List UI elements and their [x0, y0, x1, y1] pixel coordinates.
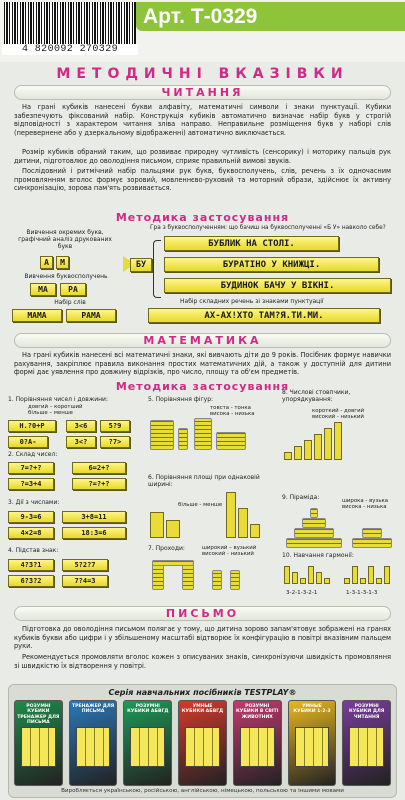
product-cube-image	[295, 727, 330, 767]
product-name: УМНЫЕ КУБИКИ АБВГД	[181, 704, 224, 715]
passage-top	[152, 560, 194, 566]
number-column	[284, 452, 292, 460]
pyramid-level	[362, 528, 382, 538]
math-item-7-label: 7. Проходи:	[148, 545, 185, 552]
pyramid-level	[302, 518, 326, 528]
number-column	[304, 440, 312, 460]
ex2-cube-2: 6=2+?	[72, 462, 126, 474]
reading-method-title: Методика застосування	[115, 211, 290, 224]
harmony-bar	[300, 578, 306, 584]
figure-thick	[150, 420, 174, 450]
number-column	[294, 446, 302, 460]
product-row	[14, 700, 391, 786]
math-item-5-hint1: товста - тонка	[210, 405, 251, 411]
ex2-cube-3: ?=3+4	[8, 478, 54, 490]
math-item-1-hint2: більше – менше	[28, 410, 73, 416]
writing-paragraph-2: Рекомендується промовляти вголос кожен з описуваних знаків, синхронізуючи швидкість промовляння зі швидкістю їх відтворення у повітрі.	[14, 653, 391, 670]
ex3-cube-4: 18:3=6	[62, 527, 126, 539]
math-item-4-label: 4. Підстав знак:	[8, 547, 59, 554]
cube-word-mama: МАМА	[12, 309, 62, 322]
area-bar	[250, 524, 260, 538]
product-cube-image	[21, 727, 56, 767]
product-name: РОЗУМНІ КУБИКИ В СВІТІ ЖИВОТНИХ	[236, 704, 279, 720]
product-box	[69, 700, 118, 786]
product-box	[288, 700, 337, 786]
product-name: ТРЕНАЖЕР ДЛЯ ПИСЬМА	[71, 704, 115, 715]
ex1-cube-1: Н.?0+Р	[8, 420, 56, 432]
math-item-10-hint2: 1-3-1-3-1-3	[346, 590, 378, 596]
writing-title-text: ПИСЬМО	[165, 607, 240, 620]
reading-paragraph-3: Послідовний і ритмічний набір пальцями рук букв, буквосполучень, слів, речень з їх одночасним промовлянням вголос формує зоровий, мовленнєво-руховий та моторний образи, здійснює їх активну синхронізацію, зорова пам'ять розвивається.	[14, 167, 391, 193]
product-cube-image	[240, 727, 275, 767]
product-box	[14, 700, 63, 786]
math-item-6-hint1: більше - менше	[178, 502, 223, 508]
math-item-10-label: 10. Навчання гармонії:	[282, 552, 354, 559]
passage-right2	[230, 570, 240, 590]
harmony-bars-1	[284, 566, 330, 584]
barcode	[4, 2, 136, 46]
product-box	[178, 700, 227, 786]
area-bars-small	[150, 512, 180, 538]
pyramid-level	[352, 538, 392, 548]
math-item-5-label: 5. Порівняння фігур:	[148, 396, 214, 403]
pyramid-small	[352, 520, 392, 548]
product-cube-image	[130, 727, 165, 767]
phrase-2: БУРАТІНО У КНИЖЦІ.	[164, 257, 379, 272]
pyramid-level	[294, 528, 334, 538]
barcode-digits: 4 820092 270329	[2, 44, 138, 55]
area-bars	[226, 492, 260, 538]
number-column	[314, 434, 322, 460]
label-syllables: Вивчення буквосполучень	[24, 273, 108, 280]
series-footer: Виробляється українською, російською, англійською, німецькою, польською та іншими мовами	[61, 788, 344, 794]
harmony-bar	[324, 578, 330, 584]
cube-syllable-ma: МА	[30, 283, 56, 296]
number-column	[324, 428, 332, 460]
ex4-cube-4: 7?4=3	[62, 575, 108, 587]
cube-bu: БУ	[130, 258, 152, 272]
math-item-8-label: 8. Числові стовпчики, упорядкування:	[282, 389, 351, 403]
harmony-bar	[308, 566, 314, 584]
product-box	[233, 700, 282, 786]
passage-right	[212, 570, 222, 590]
area-bar	[150, 512, 164, 538]
label-punctuation: Набір складних речень зі знаками пунктуації	[180, 298, 324, 305]
section-math-title	[14, 333, 391, 348]
math-item-5-hint2: висока - низька	[210, 411, 255, 417]
ex1-cube-6: ?7>	[100, 436, 130, 448]
section-writing-title	[14, 606, 391, 621]
ex2-cube-4: ?=?+?	[72, 478, 126, 490]
ex2-cube-1: 7=?+?	[8, 462, 54, 474]
math-title-text: МАТЕМАТИКА	[143, 334, 262, 347]
harmony-bar	[344, 578, 350, 584]
reading-question: Гра з буквосполученням: що бачиш на буквосполученні «Б У» навколо себе?	[150, 225, 386, 231]
math-item-8-hint1: короткий - довгий	[312, 408, 365, 414]
header-bar	[0, 0, 405, 82]
math-item-7-hint1: широкий – вузький	[202, 545, 257, 551]
product-name: РОЗУМНІ КУБИКИ ДЛЯ ЧИТАННЯ	[349, 704, 385, 720]
figure-tall	[194, 418, 212, 450]
harmony-bars-2	[344, 566, 390, 584]
math-item-1-hint1: довгий – коротший	[28, 404, 83, 410]
figures-compare	[150, 418, 260, 452]
area-bar	[166, 520, 180, 538]
cube-word-rama: РАМА	[66, 309, 116, 322]
ex3-cube-1: 9-3=6	[8, 511, 54, 523]
reading-paragraph-2: Розмір кубиків обраний таким, що розвиває природну чутливість (сенсорику) і моторику пальців рук дитини, підготовлює до оволодіння письмом, сприяє правильній вимові звуків.	[14, 148, 391, 165]
reading-paragraph-1: На грані кубиків нанесені букви алфавіту, математичні символи і знаки пунктуації. Кубики забезпечують фіксований набір. Конструкція кубиків автоматично визначає набір букв у строгій відповідності з характером читання зліва направо. Неправильне розміщення букв у наборі слів (перевернене або у дзеркальному відображенні) автоматично виключається.	[14, 103, 391, 137]
product-name: УМНЫЕ КУБИКИ 1-2-3	[293, 704, 331, 715]
harmony-bar	[368, 566, 374, 584]
math-item-9-hint1: широка - вузька	[342, 498, 389, 504]
punctuation-phrase: АХ-АХ!ХТО ТАМ?Я.ТИ.МИ.	[148, 308, 380, 323]
math-paragraph: На грані кубиків нанесені всі математичні знаки, які вивчають діти до 9 років. Посібник формує навички рахування, закріплює правила виконання простих математичних дій, а також у доступній для дитини формі дає уявлення про довжину відрізків, про число, площу та об'єм предметів.	[14, 351, 391, 377]
math-item-9-label: 9. Піраміда:	[282, 494, 320, 501]
area-bar	[238, 508, 248, 538]
harmony-bar	[292, 572, 298, 584]
pyramid-level	[286, 538, 342, 548]
ex3-cube-3: 4×2=8	[8, 527, 54, 539]
harmony-bar	[376, 578, 382, 584]
series-title: Серія навчальних посібників TESTPLAY®	[108, 688, 297, 697]
phrase-3: БУДИНОК БАЧУ У ВІКНІ.	[164, 278, 391, 293]
harmony-bar	[284, 566, 290, 584]
product-box	[123, 700, 172, 786]
math-item-2-label: 2. Склад чисел:	[8, 451, 58, 458]
ex1-cube-3: 5?9	[100, 420, 130, 432]
harmony-bar	[360, 578, 366, 584]
article-number: Арт. Т-0329	[143, 5, 258, 28]
harmony-bar	[316, 572, 322, 584]
harmony-bar	[384, 566, 390, 584]
math-item-9-hint2: висока - низька	[342, 504, 387, 510]
math-item-1-label: 1. Порівняння чисел і довжини:	[8, 396, 108, 403]
product-box	[342, 700, 391, 786]
writing-paragraph-1: Підготовка до оволодіння письмом полягає у тому, що дитина зорово запам'ятовує зображені на гранях кубиків букви або цифри і у збільшеному масштабі відтворює їх конфігурацію в повітрі вказівним пальцем руки.	[14, 625, 391, 651]
harmony-bar	[352, 566, 358, 584]
math-item-10-hint1: 3-2-1-3-2-1	[286, 590, 318, 596]
ex1-cube-2: 3<6	[66, 420, 96, 432]
figure-thin	[178, 428, 188, 450]
reading-title-text: ЧИТАННЯ	[161, 86, 244, 99]
number-columns	[284, 420, 342, 460]
ex1-cube-5: 3<?	[66, 436, 96, 448]
cube-letter-m: М	[56, 256, 69, 269]
label-letters: Вивчення окремих букв, графічний аналіз друкованих букв	[18, 229, 112, 250]
math-item-6-label: 6. Порівняння площі при однаковій ширині:	[148, 474, 260, 488]
math-item-3-label: 3. Дії з числами:	[8, 499, 60, 506]
ex3-cube-2: 3+8=11	[62, 511, 126, 523]
area-bar	[226, 492, 236, 538]
passages	[152, 560, 272, 590]
product-cube-image	[185, 727, 220, 767]
pyramid	[286, 508, 346, 548]
page-title: МЕТОДИЧНІ ВКАЗІВКИ	[56, 66, 349, 82]
product-cube-image	[76, 727, 111, 767]
math-method-title: Методика застосування	[115, 380, 290, 393]
phrase-1: БУБЛИК НА СТОЛІ.	[164, 236, 339, 251]
math-item-7-hint2: високий - низький	[202, 551, 254, 557]
section-reading-title	[14, 85, 391, 100]
ex1-cube-4: 0?А-	[8, 436, 48, 448]
product-name: РОЗУМНІ КУБИКИ АБВГД	[127, 704, 169, 715]
math-item-8-hint2: високий - низький	[312, 414, 364, 420]
product-name: РОЗУМНІ КУБИКИ ТРЕНАЖЕР ДЛЯ ПИСЬМА	[17, 704, 60, 726]
figure-short	[216, 432, 246, 450]
cube-letter-a: А	[40, 256, 53, 269]
number-column	[334, 422, 342, 460]
bracket-icon	[153, 240, 161, 298]
pyramid-level	[310, 508, 318, 518]
product-cube-image	[349, 727, 384, 767]
ex4-cube-2: 5?2?7	[62, 559, 108, 571]
ex4-cube-1: 4?3?1	[8, 559, 54, 571]
ex4-cube-3: 6?3?2	[8, 575, 54, 587]
label-words: Набір слів	[54, 299, 86, 306]
cube-syllable-ra: РА	[60, 283, 86, 296]
